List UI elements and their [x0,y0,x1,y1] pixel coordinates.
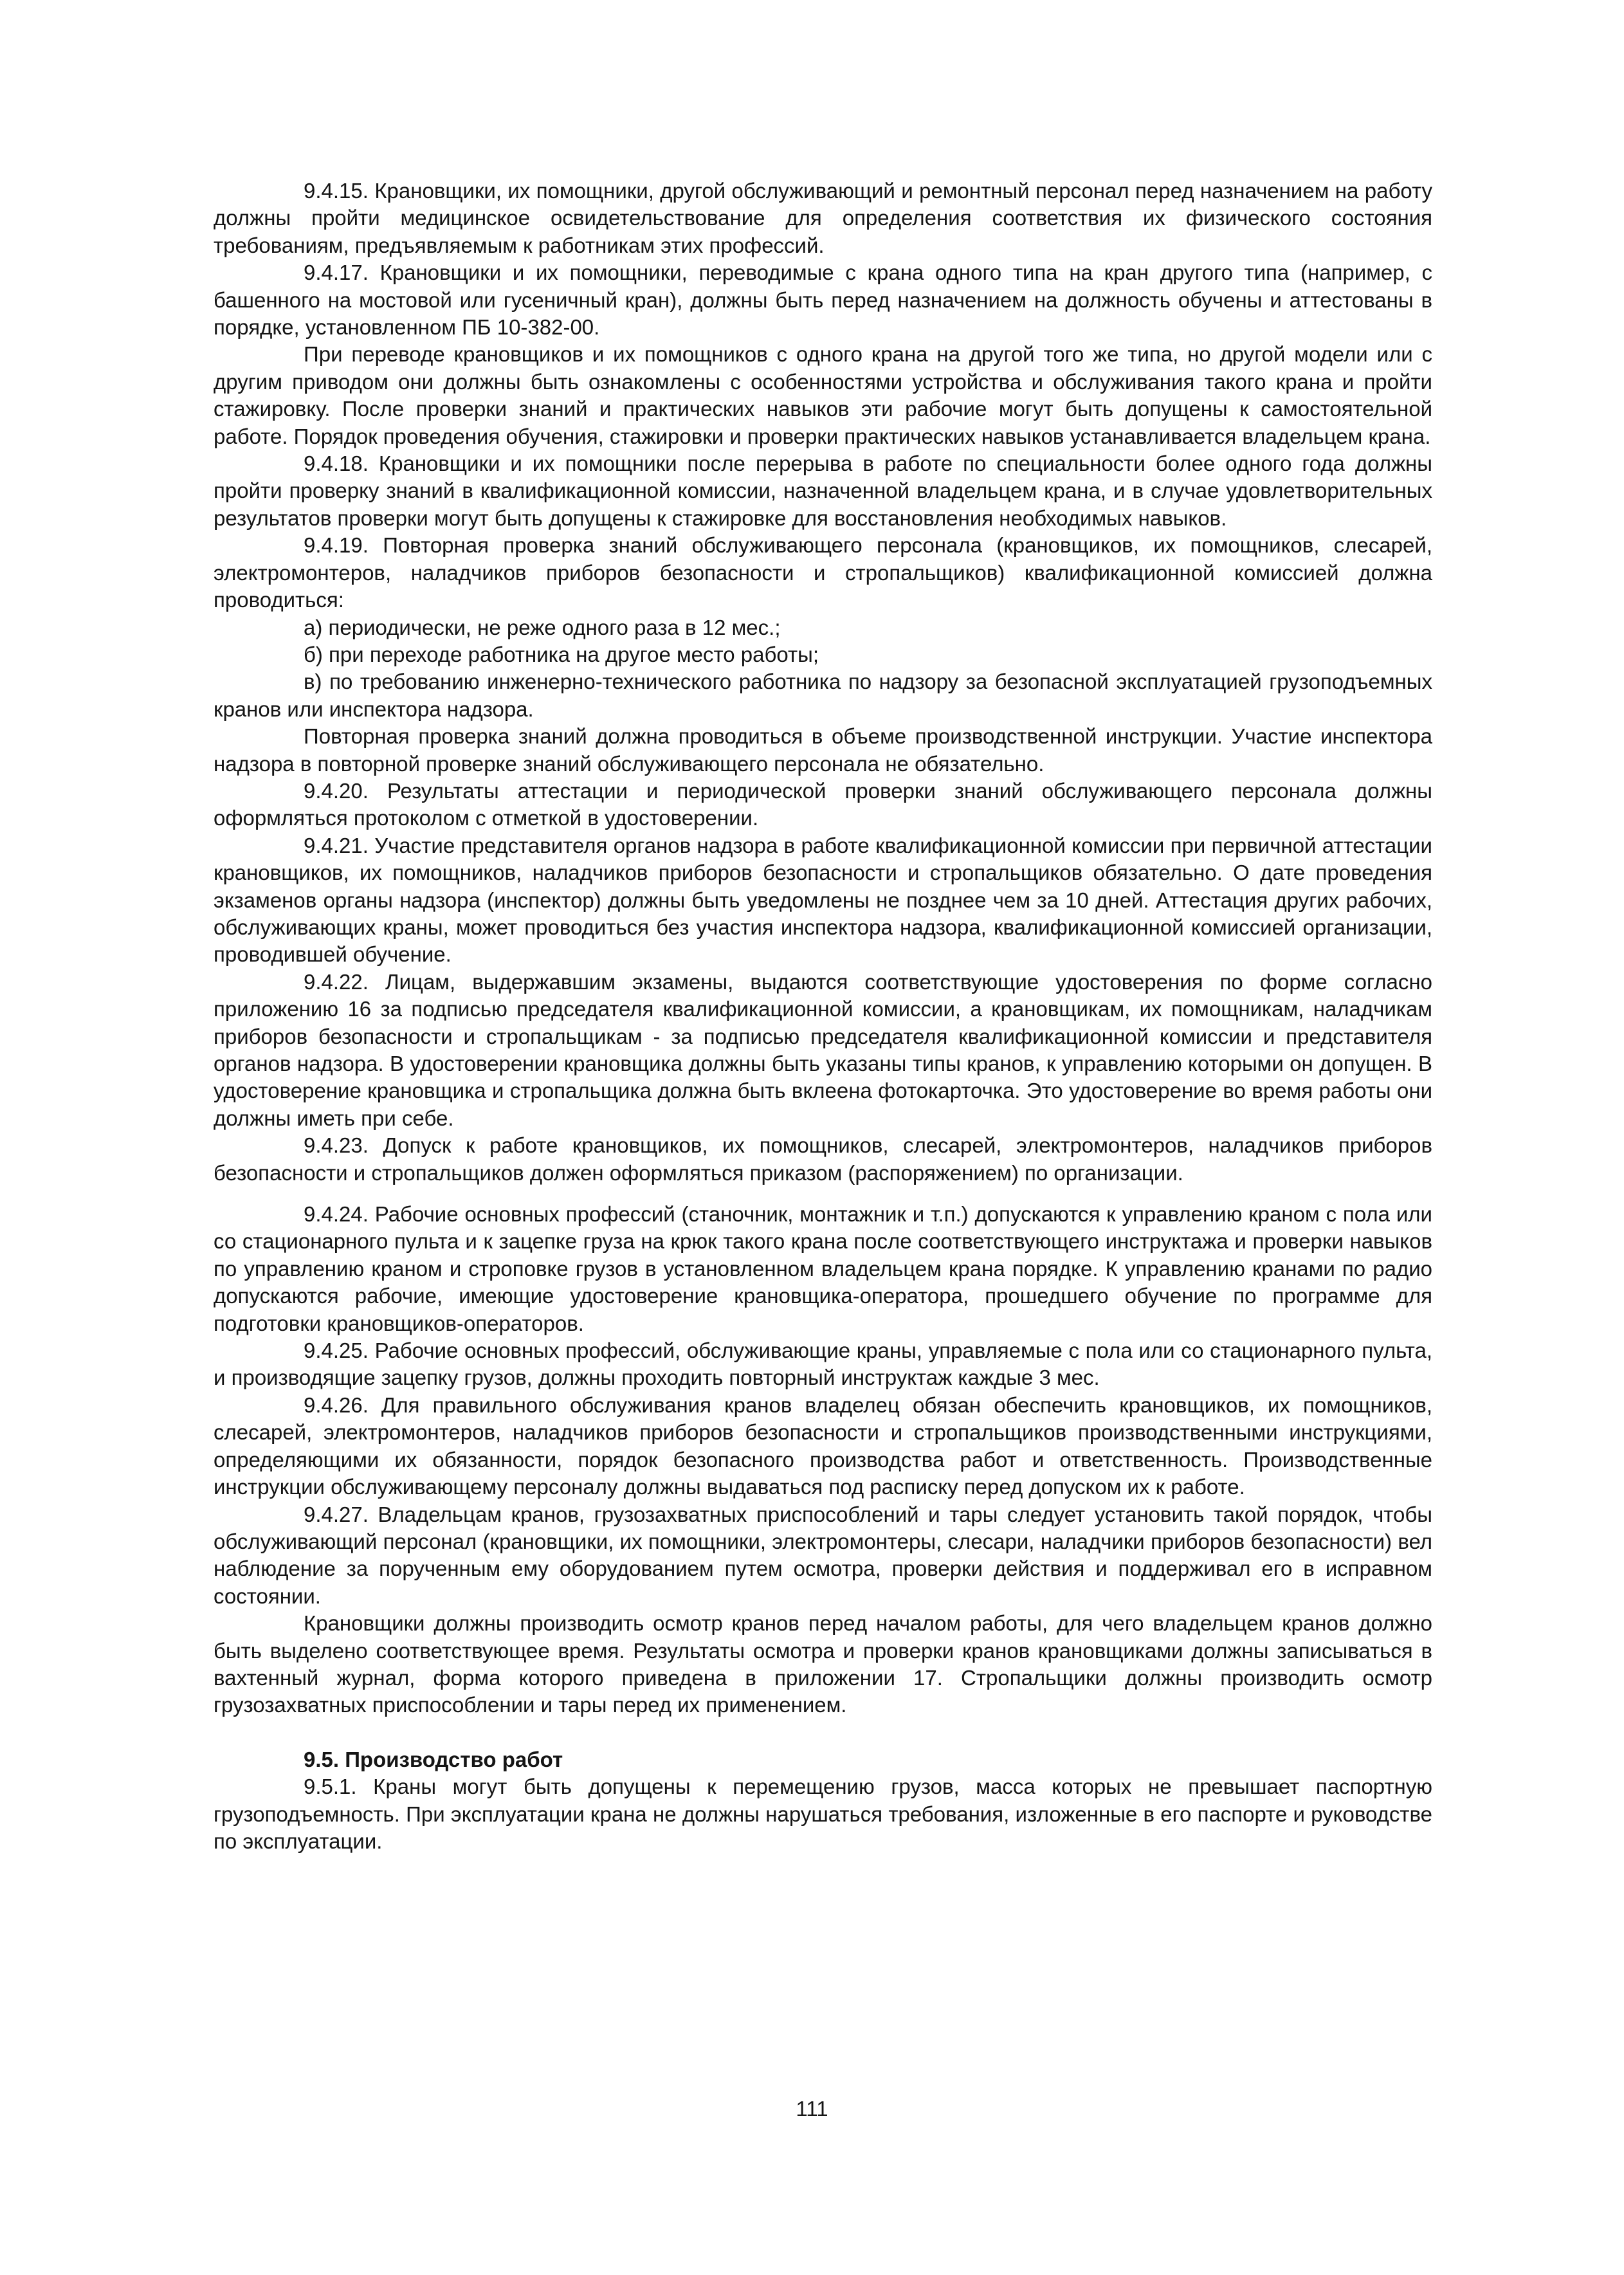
paragraph-9-4-22: 9.4.22. Лицам, выдержавшим экзамены, выдаются соответствующие удостоверения по форме согласно приложению 16 за подписью председателя квалификационной комиссии, а крановщикам, их помощникам, наладчикам приборов безопасности и стропальщикам - за подписью председателя квалификационной комиссии и представителя органов надзора. В удостоверении крановщика должны быть указаны типы кранов, к управлению которыми он допущен. В удостоверение крановщика и стропальщика должна быть вклеена фотокарточка. Это удостоверение во время работы они должны иметь при себе. [214,969,1432,1130]
paragraph-9-4-24: 9.4.24. Рабочие основных профессий (станочник, монтажник и т.п.) допускаются к управлению краном с пола или со стационарного пульта и к зацепке груза на крюк такого крана после соответствующего инструктажа и проверки навыков по управлению краном и строповке грузов в установленном владельцем крана порядке. К управлению кранами по радио допускаются рабочие, имеющие удостоверение крановщика-оператора, прошедшего обучение по программе для подготовки крановщиков-операторов. [214,1202,1432,1335]
paragraph-9-4-26: 9.4.26. Для правильного обслуживания кранов владелец обязан обеспечить крановщиков, их помощников, слесарей, электромонтеров, наладчиков приборов безопасности и стропальщиков производственными инструкциями, определяющими их обязанности, порядок безопасного производства работ и ответственность. Производственные инструкции обслуживающему персоналу должны выдаваться под расписку перед допуском их к работе. [214,1393,1432,1499]
paragraph-9-4-23: 9.4.23. Допуск к работе крановщиков, их помощников, слесарей, электромонтеров, наладчиков приборов безопасности и стропальщиков должен оформляться приказом (распоряжением) по организации. [214,1133,1432,1185]
paragraph-9-4-18: 9.4.18. Крановщики и их помощники после перерыва в работе по специальности более одного года должны пройти проверку знаний в квалификационной комиссии, назначенной владельцем крана, и в случае удовлетворительных результатов проверки могут быть допущены к стажировке для восстановления необходимых навыков. [214,452,1432,530]
paragraph-9-4-19: 9.4.19. Повторная проверка знаний обслуживающего персонала (крановщиков, их помощников, слесарей, электромонтеров, наладчиков приборов безопасности и стропальщиков) квалификационной комиссией должна проводиться: [214,533,1432,612]
paragraph-9-4-27: 9.4.27. Владельцам кранов, грузозахватных приспособлений и тары следует установить такой порядок, чтобы обслуживающий персонал (крановщики, их помощники, электромонтеры, слесари, наладчики приборов безопасности) вел наблюдение за порученным ему оборудованием путем осмотра, проверки действия и поддерживал его в исправном состоянии. [214,1502,1432,1608]
text-column [214,178,1432,1855]
paragraph-repeat-check: Повторная проверка знаний должна проводиться в объеме производственной инструкции. Участие инспектора надзора в повторной проверке знаний обслуживающего персонала не обязательно. [214,724,1432,776]
paragraph-9-4-21: 9.4.21. Участие представителя органов надзора в работе квалификационной комиссии при первичной аттестации крановщиков, их помощников, наладчиков приборов безопасности и стропальщиков обязательно. О дате проведения экзаменов органы надзора (инспектор) должны быть уведомлены не позднее чем за 10 дней. Аттестация других рабочих, обслуживающих краны, может проводиться без участия инспектора надзора, квалификационной комиссией организации, проводившей обучение. [214,833,1432,967]
list-item-a: а) периодически, не реже одного раза в 12 мес.; [304,615,781,639]
list-item-b: б) при переходе работника на другое место работы; [304,642,819,666]
paragraph-9-4-17: 9.4.17. Крановщики и их помощники, переводимые с крана одного типа на кран другого типа (например, с башенного на мостовой или гусеничный кран), должны быть перед назначением на должность обучены и аттестованы в порядке, установленном ПБ 10-382-00. [214,260,1432,340]
paragraph-inspection: Крановщики должны производить осмотр кранов перед началом работы, для чего владельцем кранов должно быть выделено соответствующее время. Результаты осмотра и проверки кранов крановщиками должны записываться в вахтенный журнал, форма которого приведена в приложении 17. Стропальщики должны производить осмотр грузозахватных приспособлении и тары перед их применением. [214,1611,1432,1717]
paragraph-9-5-1: 9.5.1. Краны могут быть допущены к перемещению грузов, масса которых не превышает паспортную грузоподъемность. При эксплуатации крана не должны нарушаться требования, изложенные в его паспорте и руководстве по эксплуатации. [214,1775,1432,1853]
paragraph-9-4-20: 9.4.20. Результаты аттестации и периодической проверки знаний обслуживающего персонала должны оформляться протоколом с отметкой в удостоверении. [214,778,1432,830]
paragraph-crane-transfer: При переводе крановщиков и их помощников с одного крана на другой того же типа, но другой модели или с другим приводом они должны быть ознакомлены с особенностями устройства и обслуживания такого крана и пройти стажировку. После проверки знаний и практических навыков эти рабочие могут быть допущены к самостоятельной работе. Порядок проведения обучения, стажировки и проверки практических навыков устанавливается владельцем крана. [214,342,1432,448]
list-item-v: в) по требованию инженерно-технического работника по надзору за безопасной эксплуатацией грузоподъемных кранов или инспектора надзора. [214,670,1432,721]
paragraph-9-4-25: 9.4.25. Рабочие основных профессий, обслуживающие краны, управляемые с пола или со стационарного пульта, и производящие зацепку грузов, должны проходить повторный инструктаж каждые 3 мес. [214,1339,1432,1390]
page-number: 111 [796,2097,828,2121]
section-heading: 9.5. Производство работ [304,1747,563,1771]
paragraph-9-4-15: 9.4.15. Крановщики, их помощники, другой обслуживающий и ремонтный персонал перед назначением на работу должны пройти медицинское освидетельствование для определения соответствия их физического состояния требованиям, предъявляемым к работникам этих профессий. [214,179,1432,257]
